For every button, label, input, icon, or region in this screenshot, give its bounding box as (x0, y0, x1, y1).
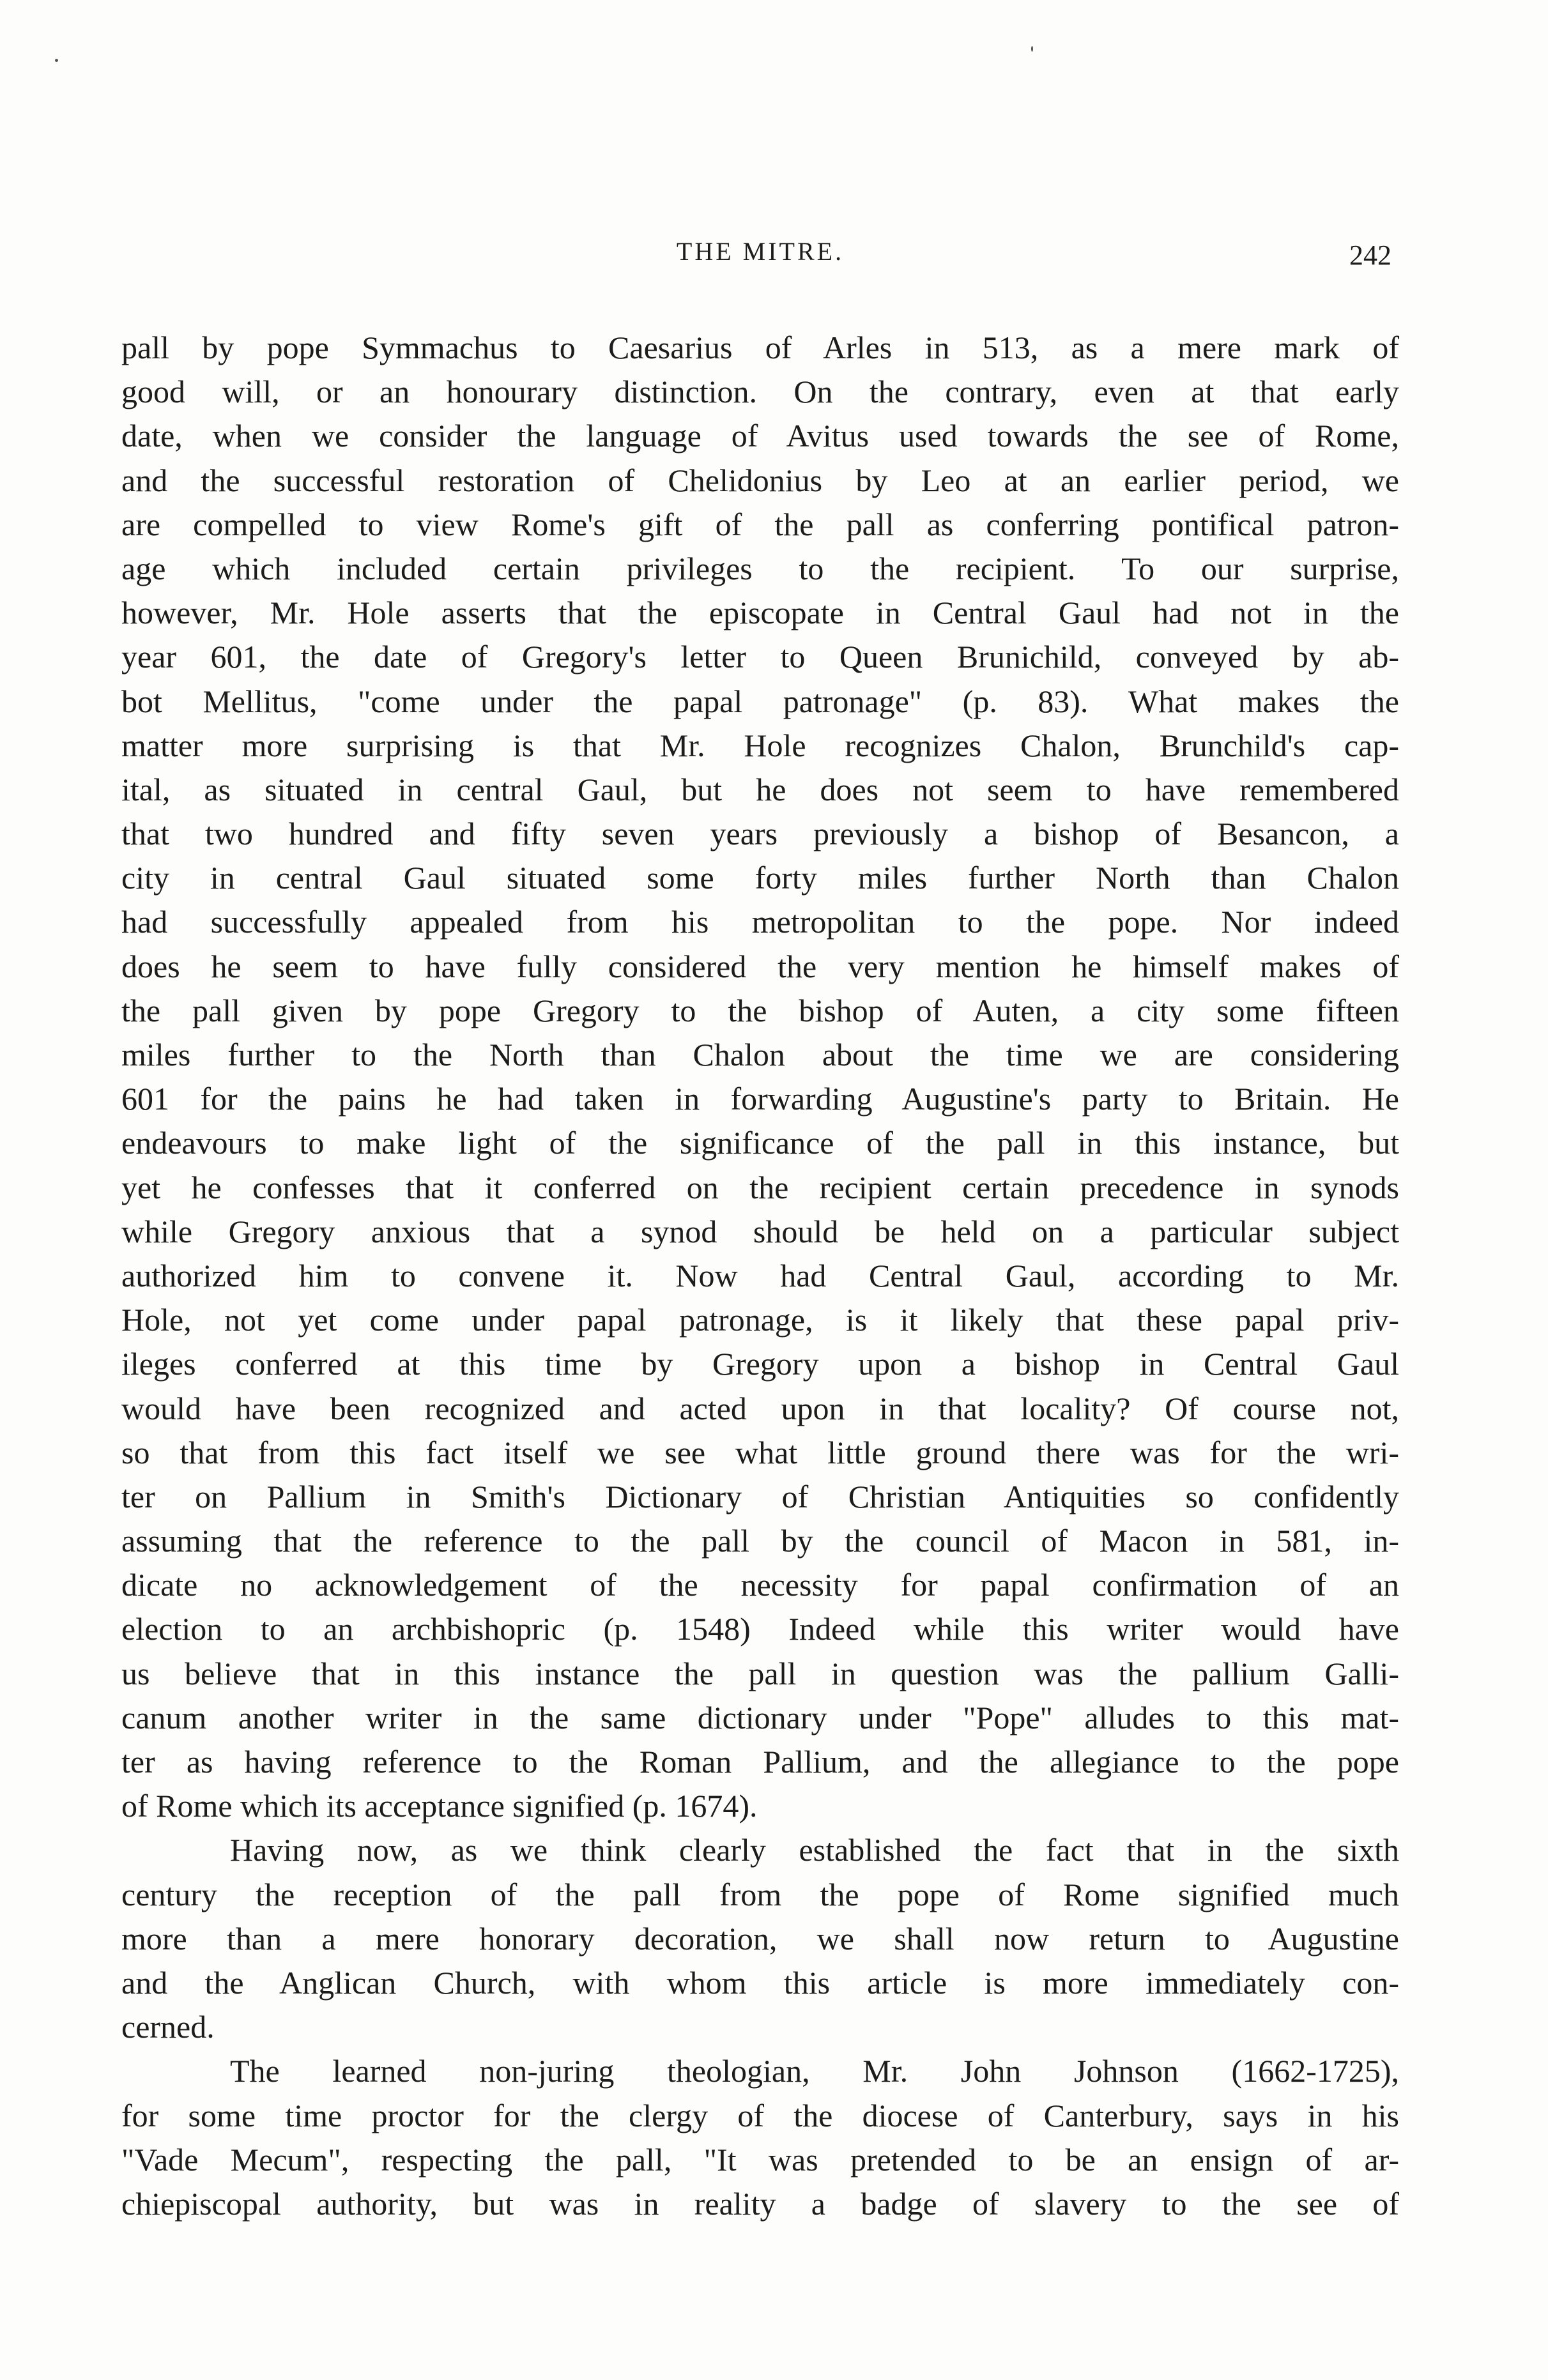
text-line: city in central Gaul situated some forty miles further North than Chalon (121, 860, 1399, 896)
running-head (121, 236, 1399, 281)
text-line: yet he confesses that it conferred on the recipient certain precedence in synods (121, 1169, 1399, 1205)
text-line: year 601, the date of Gregory's letter to Queen Brunichild, conveyed by ab- (121, 639, 1399, 675)
body-text (121, 326, 1399, 2226)
page-number: 242 (1349, 240, 1391, 271)
text-line: more than a mere honorary decoration, we shall now return to Augustine (121, 1920, 1399, 1957)
text-line: ter on Pallium in Smith's Dictionary of Christian Antiquities so confidently (121, 1478, 1399, 1514)
text-line: ital, as situated in central Gaul, but he does not seem to have remembered (121, 771, 1399, 807)
text-line: and the successful restoration of Chelidonius by Leo at an earlier period, we (121, 462, 1399, 498)
text-line: Hole, not yet come under papal patronage, is it likely that these papal priv- (121, 1302, 1399, 1338)
text-line: age which included certain privileges to the recipient. To our surprise, (121, 550, 1399, 586)
text-line: 601 for the pains he had taken in forwarding Augustine's party to Britain. He (121, 1081, 1399, 1117)
text-line: so that from this fact itself we see what little ground there was for the wri- (121, 1434, 1399, 1470)
text-line: miles further to the North than Chalon about the time we are considering (121, 1037, 1399, 1072)
text-line: century the reception of the pall from the pope of Rome signified much (121, 1876, 1399, 1912)
text-line: endeavours to make light of the significance of the pall in this instance, but (121, 1125, 1399, 1161)
text-line: does he seem to have fully considered the very mention he himself makes of (121, 948, 1399, 984)
text-line: bot Mellitus, "come under the papal patronage" (p. 83). What makes the (121, 683, 1399, 719)
text-line: that two hundred and fifty seven years previously a bishop of Besancon, a (121, 816, 1399, 852)
text-line: authorized him to convene it. Now had Central Gaul, according to Mr. (121, 1257, 1399, 1293)
text-line: for some time proctor for the clergy of the diocese of Canterbury, says in his (121, 2097, 1399, 2133)
text-line: of Rome which its acceptance signified (p. 1674). (121, 1788, 758, 1824)
text-line: pall by pope Symmachus to Caesarius of Arles in 513, as a mere mark of (121, 330, 1399, 365)
paragraph-1 (121, 326, 1399, 1828)
text-line: canum another writer in the same dictionary under "Pope" alludes to this mat- (121, 1699, 1399, 1735)
text-line: cerned. (121, 2009, 215, 2045)
text-line: are compelled to view Rome's gift of the pall as conferring pontifical patron- (121, 506, 1399, 542)
running-title: THE MITRE. (676, 237, 845, 266)
text-line: and the Anglican Church, with whom this article is more immediately con- (121, 1964, 1399, 2001)
print-speck (1031, 46, 1033, 52)
text-line: "Vade Mecum", respecting the pall, "It was pretended to be an ensign of ar- (121, 2141, 1399, 2178)
text-line: assuming that the reference to the pall by the council of Macon in 581, in- (121, 1523, 1399, 1559)
text-line: chiepiscopal authority, but was in reality a badge of slavery to the see of (121, 2185, 1399, 2222)
text-line: had successfully appealed from his metropolitan to the pope. Nor indeed (121, 904, 1399, 940)
text-line: ileges conferred at this time by Gregory upon a bishop in Central Gaul (121, 1346, 1399, 1382)
print-speck (55, 59, 58, 62)
text-line: matter more surprising is that Mr. Hole recognizes Chalon, Brunchild's cap- (121, 727, 1399, 763)
text-line: ter as having reference to the Roman Pallium, and the allegiance to the pope (121, 1744, 1399, 1780)
text-line: however, Mr. Hole asserts that the episcopate in Central Gaul had not in the (121, 595, 1399, 631)
text-line: the pall given by pope Gregory to the bishop of Auten, a city some fifteen (121, 992, 1399, 1028)
text-line: Having now, as we think clearly established the fact that in the sixth (230, 1832, 1399, 1868)
text-line: while Gregory anxious that a synod should be held on a particular subject (121, 1213, 1399, 1249)
text-line: dicate no acknowledgement of the necessity for papal confirmation of an (121, 1567, 1399, 1603)
paragraph-3 (121, 2049, 1399, 2226)
paragraph-2 (121, 1828, 1399, 2049)
text-line: The learned non-juring theologian, Mr. John Johnson (1662-1725), (230, 2053, 1399, 2089)
text-line: would have been recognized and acted upon in that locality? Of course not, (121, 1390, 1399, 1426)
text-line: election to an archbishopric (p. 1548) Indeed while this writer would have (121, 1611, 1399, 1647)
text-line: good will, or an honourary distinction. On the contrary, even at that early (121, 374, 1399, 410)
text-line: date, when we consider the language of Avitus used towards the see of Rome, (121, 418, 1399, 454)
text-line: us believe that in this instance the pall in question was the pallium Galli- (121, 1655, 1399, 1691)
